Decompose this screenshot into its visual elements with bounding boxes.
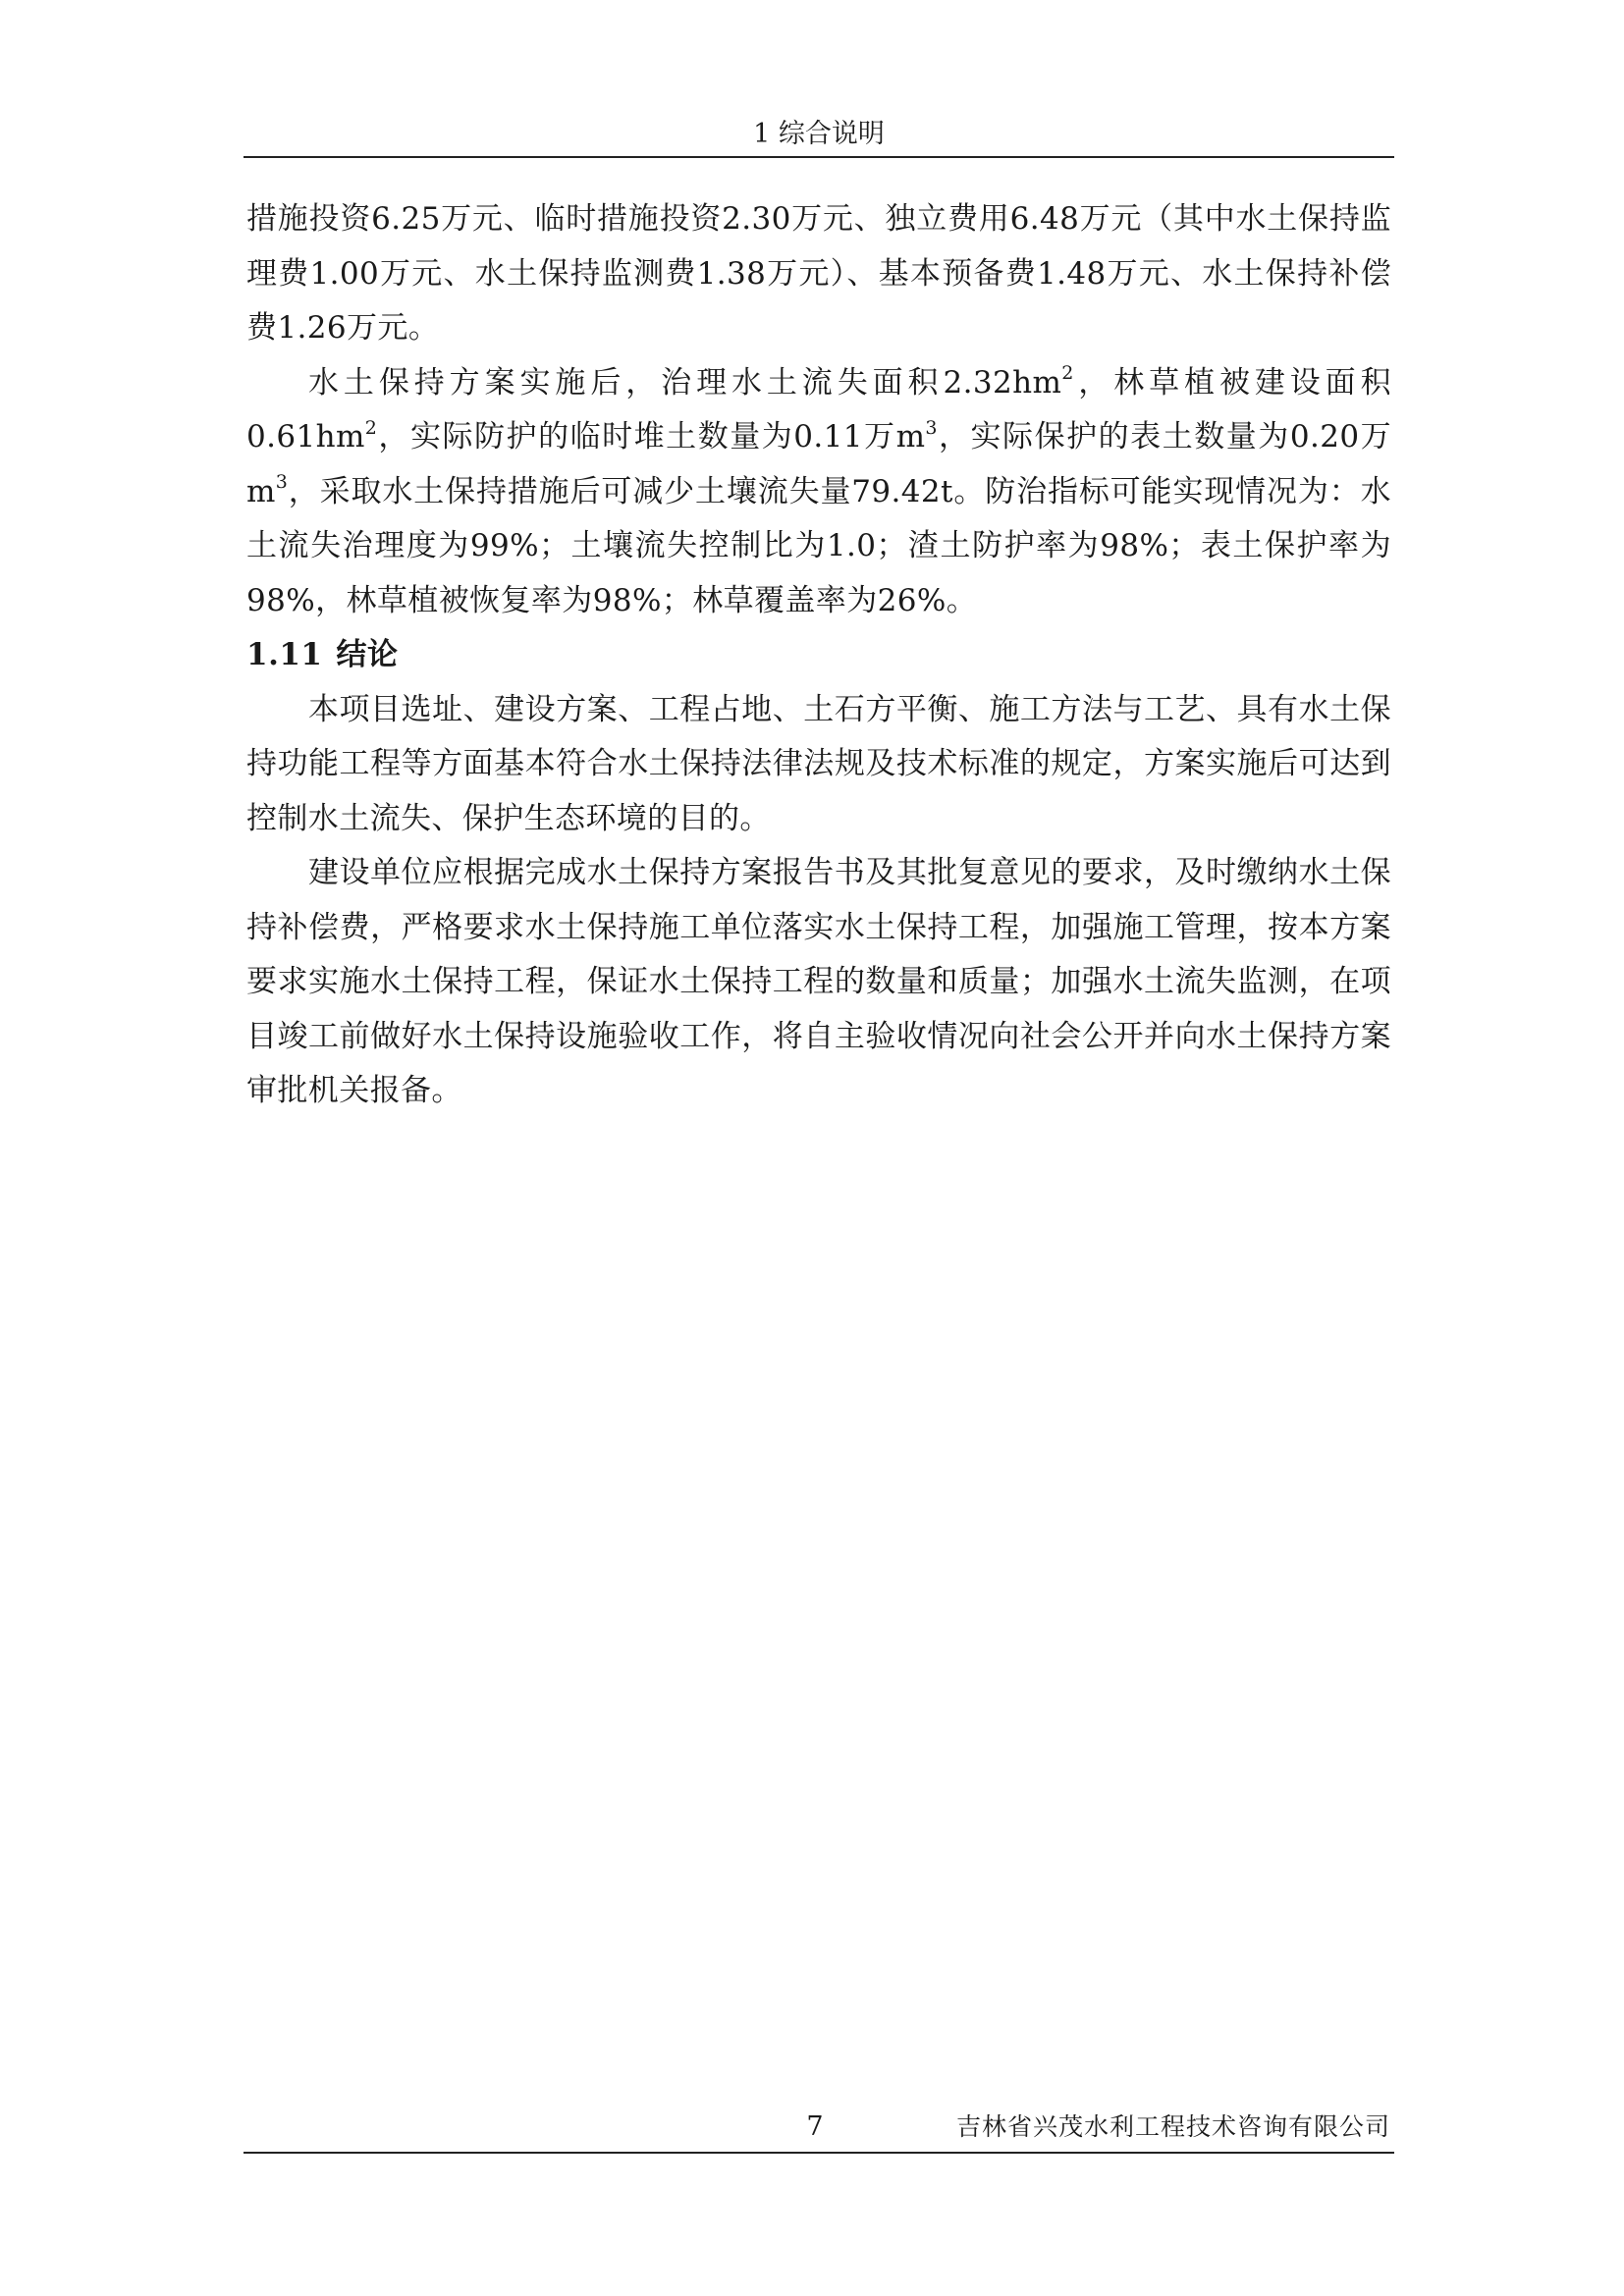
effect-text-1: 水土保持方案实施后，治理水土流失面积2.32hm xyxy=(308,364,1062,400)
superscript-4: 3 xyxy=(275,471,289,494)
page-number: 7 xyxy=(806,2111,824,2142)
superscript-1: 2 xyxy=(1061,362,1074,385)
effect-text-2: ，林草植被建设面积0.61hm xyxy=(246,364,1392,454)
paragraph-conclusion-2: 建设单位应根据完成水土保持方案报告书及其批复意见的要求，及时缴纳水土保持补偿费，严格要求水土保持施工单位落实水土保持工程，加强施工管理，按本方案要求实施水土保持工程，保证水土保持工程的数量和质量；加强水土流失监测，在项目竣工前做好水土保持设施验收工作，将自主验收情况向社会公开并向水土保持方案审批机关报备。 xyxy=(246,855,1391,1108)
paragraph-investment-continued: 措施投资6.25万元、临时措施投资2.30万元、独立费用6.48万元（其中水土保持监理费1.00万元、水土保持监测费1.38万元）、基本预备费1.48万元、水土保持补偿费1.26万元。 xyxy=(246,201,1391,346)
section-heading xyxy=(246,628,1391,683)
paragraph-implementation-effect xyxy=(246,356,1391,629)
header-rule xyxy=(244,156,1394,158)
footer-company: 吉林省兴茂水利工程技术咨询有限公司 xyxy=(955,2112,1390,2141)
effect-text-3: ，实际防护的临时堆土数量为0.11万m xyxy=(377,419,926,454)
document-body xyxy=(246,192,1391,1119)
footer-rule xyxy=(244,2152,1394,2154)
running-header: 1 综合说明 xyxy=(753,119,885,149)
section-title: 结论 xyxy=(336,637,399,672)
effect-text-4: ，实际保护的表土数量为0.20万m xyxy=(246,419,1391,509)
superscript-2: 2 xyxy=(364,416,378,439)
section-number: 1.11 xyxy=(246,637,323,672)
superscript-3: 3 xyxy=(925,416,938,439)
paragraph-conclusion-1: 本项目选址、建设方案、工程占地、土石方平衡、施工方法与工艺、具有水土保持功能工程等方面基本符合水土保持法律法规及技术标准的规定，方案实施后可达到控制水土流失、保护生态环境的目的。 xyxy=(246,691,1391,836)
effect-text-5: ，采取水土保持措施后可减少土壤流失量79.42t。防治指标可能实现情况为：水土流失治理度为99%；土壤流失控制比为1.0；渣土防护率为98%；表土保护率为98%，林草植被恢复率为98%；林草覆盖率为26%。 xyxy=(246,473,1391,618)
